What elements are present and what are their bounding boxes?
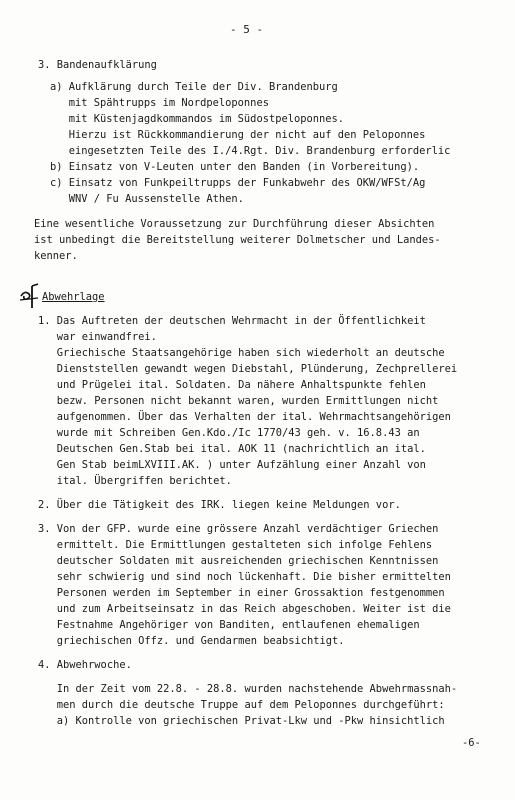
text-line: deutscher Soldaten mit ausreichenden griechischen Kenntnissen [38, 555, 439, 567]
text-line: mit Küstenjagdkommandos im Südostpeloponnes. [50, 113, 345, 125]
text-line: WNV / Fu Aussenstelle Athen. [50, 193, 244, 205]
text-line: In der Zeit vom 22.8. - 28.8. wurden nachstehende Abwehrmassnah- [38, 683, 458, 695]
text-line: war einwandfrei. [38, 331, 157, 343]
continuation-marker: -6- [462, 737, 481, 749]
text-line: a) Aufklärung durch Teile der Div. Brandenburg [50, 81, 338, 93]
text-line: mit Spähtrupps im Nordpeloponnes [50, 97, 269, 109]
section-heading-abwehrlage: Abwehrlage [42, 291, 105, 303]
text-line: 3. Von der GFP. wurde eine grössere Anzahl verdächtiger Griechen [38, 523, 439, 535]
text-line: wurde mit Schreiben Gen.Kdo./Ic 1770/43 geh. v. 16.8.43 an [38, 427, 420, 439]
text-line: Eine wesentliche Voraussetzung zur Durchführung dieser Absichten [34, 218, 435, 230]
text-line: Deutschen Gen.Stab bei ital. AOK 11 (nachrichtlich an ital. [38, 443, 426, 455]
text-line: und Prügelei ital. Soldaten. Da nähere Anhaltspunkte fehlen [38, 379, 426, 391]
text-line: aufgenommen. Über das Verhalten der ital. Wehrmachtsangehörigen [38, 411, 451, 423]
text-line: Griechische Staatsangehörige haben sich wiederholt an deutsche [38, 347, 445, 359]
text-line: kenner. [34, 250, 78, 262]
handwritten-margin-mark-icon [18, 278, 40, 310]
text-line: ist unbedingt die Bereitstellung weiterer Dolmetscher und Landes- [34, 234, 441, 246]
text-line: eingesetzten Teile des I./4.Rgt. Div. Brandenburg erforderlic [50, 145, 451, 157]
text-line: sehr schwierig und sind noch lückenhaft. Die bisher ermittelten [38, 571, 451, 583]
text-line: 2. Über die Tätigkeit des IRK. liegen keine Meldungen vor. [38, 499, 401, 511]
text-line: ital. Übergriffen berichtet. [38, 475, 232, 487]
text-line: 4. Abwehrwoche. [38, 659, 132, 671]
page-number: - 5 - [230, 23, 264, 36]
text-line: bezw. Personen nicht bekannt waren, wurden Ermittlungen nicht [38, 395, 439, 407]
text-line: a) Kontrolle von griechischen Privat-Lkw und -Pkw hinsichtlich [38, 715, 445, 727]
section-heading: 3. Bandenaufklärung [38, 59, 157, 71]
text-line: und zum Arbeitseinsatz in das Reich abgeschoben. Weiter ist die [38, 603, 451, 615]
text-line: Festnahme Angehöriger von Banditen, entlaufenen ehemaligen [38, 619, 420, 631]
text-line: Personen werden im September in einer Grossaktion festgenommen [38, 587, 445, 599]
text-line: b) Einsatz von V-Leuten unter den Banden (in Vorbereitung). [50, 161, 420, 173]
text-line: griechischen Offz. und Gendarmen beabsichtigt. [38, 635, 345, 647]
text-line: Hierzu ist Rückkommandierung der nicht auf den Peloponnes [50, 129, 426, 141]
text-line: c) Einsatz von Funkpeiltrupps der Funkabwehr des OKW/WFSt/Ag [50, 177, 426, 189]
text-line: ermittelt. Die Ermittlungen gestalteten sich infolge Fehlens [38, 539, 433, 551]
text-line: 1. Das Auftreten der deutschen Wehrmacht in der Öffentlichkeit [38, 315, 426, 327]
text-line: men durch die deutsche Truppe auf dem Peloponnes durchgeführt: [38, 699, 445, 711]
text-line: Gen Stab beimLXVIII.AK. ) unter Aufzählung einer Anzahl von [38, 459, 426, 471]
text-line: Dienststellen gewandt wegen Diebstahl, Plünderung, Zechprellerei [38, 363, 458, 375]
